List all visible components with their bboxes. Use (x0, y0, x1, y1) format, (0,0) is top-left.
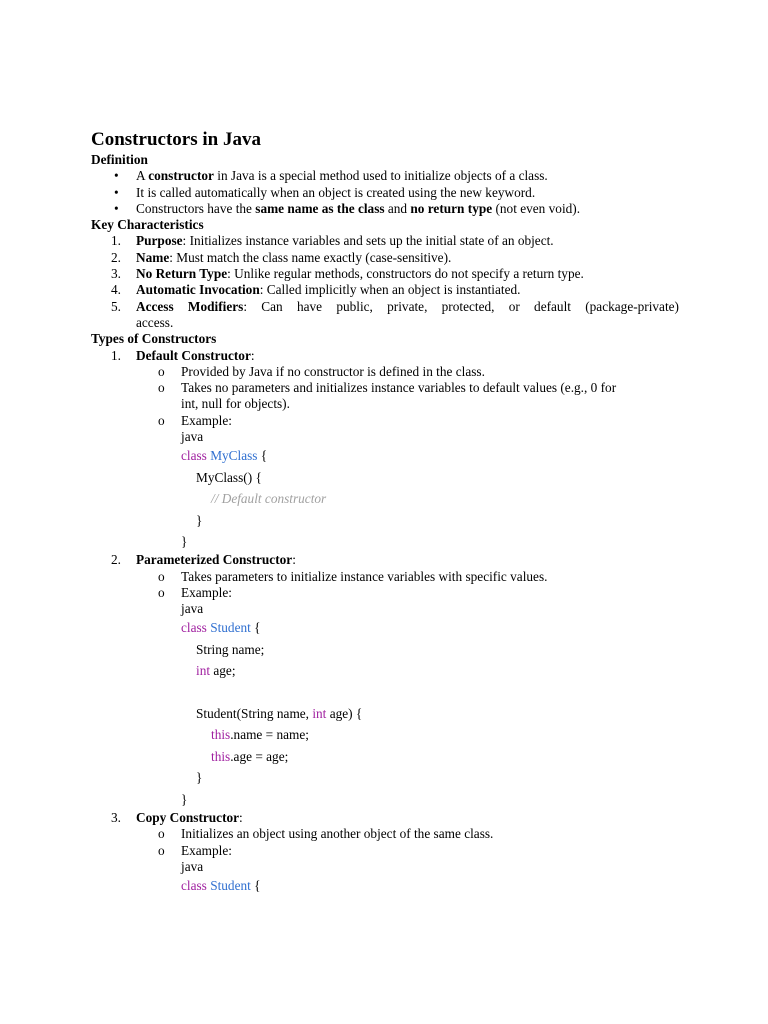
definition-list (91, 168, 679, 217)
text: Takes no parameters and initializes instance variables to default values (e.g., 0 for (181, 380, 617, 396)
code-keyword: this (211, 748, 231, 764)
justified-line (136, 299, 679, 315)
text: : (239, 810, 243, 825)
text: Initializes an object using another object of the same class. (181, 826, 494, 842)
circle-bullet-icon: o (158, 363, 165, 379)
types-heading: Types of Constructors (91, 331, 217, 347)
list-number: 4. (111, 282, 121, 298)
sub-item (136, 826, 679, 842)
text: in Java is a special method used to initialize objects of a class. (213, 168, 548, 184)
list-item-parameterized-constructor (91, 552, 679, 568)
code-text: { (250, 620, 261, 636)
code-block (136, 859, 679, 897)
code-line: } (196, 512, 203, 528)
text: access. (136, 314, 174, 330)
list-number: 3. (111, 810, 121, 825)
bold-text: Purpose (136, 233, 183, 249)
text: and (384, 200, 411, 216)
bold-text: no return type (410, 200, 493, 216)
circle-bullet-icon: o (158, 568, 165, 584)
code-line (181, 875, 679, 896)
code-line: String name; (196, 641, 265, 657)
code-line: MyClass() { (196, 469, 262, 485)
circle-bullet-icon: o (158, 842, 165, 858)
bold-text: Parameterized Constructor (136, 552, 293, 568)
code-text: Student(String name, (196, 706, 313, 722)
code-text: .age = age; (230, 748, 289, 764)
sub-item (136, 585, 679, 601)
text: Example: (181, 842, 232, 858)
text: Takes parameters to initialize instance variables with specific values. (181, 568, 548, 584)
text: (not even void). (492, 200, 581, 216)
code-line: } (181, 791, 188, 807)
list-number: 5. (111, 298, 121, 314)
code-language-label: java (181, 429, 204, 445)
bold-text: constructor (148, 168, 214, 184)
list-item (91, 185, 679, 201)
code-line: } (196, 770, 203, 786)
code-line (181, 488, 679, 509)
list-item (91, 168, 679, 184)
circle-bullet-icon: o (158, 584, 165, 600)
text: It is called automatically when an object is created using the new keyword. (136, 184, 536, 200)
bold-text: Automatic Invocation (136, 282, 260, 298)
code-language-label: java (181, 601, 204, 617)
code-comment: // Default constructor (211, 491, 327, 507)
list-item (91, 233, 679, 249)
code-line (181, 617, 679, 638)
bold-text: Name (136, 249, 170, 265)
code-text: { (257, 448, 268, 464)
text: : Unlike regular methods, constructors do not specify a return type. (227, 266, 584, 282)
code-text: age; (210, 663, 236, 679)
sub-item (136, 843, 679, 859)
page-title: Constructors in Java (91, 129, 261, 150)
text: int, null for objects). (181, 396, 290, 412)
list-number: 2. (111, 552, 121, 568)
sub-item (136, 569, 679, 585)
text: : Can have public, private, protected, or default (package-private) (243, 298, 679, 314)
text: A (136, 168, 149, 184)
circle-bullet-icon: o (158, 826, 165, 842)
list-item-default-constructor (91, 348, 679, 364)
code-block (136, 429, 679, 552)
text: : (292, 552, 296, 568)
characteristics-heading: Key Characteristics (91, 217, 204, 233)
code-line (181, 703, 679, 724)
sub-item (136, 413, 679, 429)
text: Example: (181, 412, 232, 428)
bold-text: Copy Constructor (136, 810, 240, 825)
text: : Must match the class name exactly (case-sensitive). (169, 249, 452, 265)
characteristics-list (91, 233, 679, 331)
bullet-icon: • (114, 200, 119, 216)
code-line (181, 746, 679, 767)
code-keyword: int (312, 706, 327, 722)
list-item (91, 201, 679, 217)
bold-text: No Return Type (136, 266, 228, 282)
definition-heading: Definition (91, 152, 148, 167)
code-keyword: this (211, 727, 231, 743)
code-block (136, 601, 679, 810)
code-blank-line (181, 682, 679, 703)
bullet-icon: • (114, 184, 119, 200)
code-language-label: java (181, 858, 204, 874)
bold-text: same name as the class (255, 200, 385, 216)
list-item (91, 299, 679, 332)
sub-item (136, 364, 679, 380)
code-text: .name = name; (230, 727, 309, 743)
text: : (250, 347, 255, 363)
types-list (91, 348, 679, 897)
code-line: } (181, 533, 188, 549)
circle-bullet-icon: o (158, 380, 165, 396)
text: Constructors have the (136, 200, 256, 216)
code-keyword: class (181, 620, 207, 636)
code-line (181, 660, 679, 681)
document-page (91, 128, 679, 897)
bold-text: Default Constructor (136, 347, 251, 363)
sub-item (136, 380, 679, 413)
list-item (91, 282, 679, 298)
text: Provided by Java if no constructor is defined in the class. (181, 363, 485, 379)
code-keyword: class (181, 878, 207, 894)
bold-text: Access Modifiers (136, 298, 244, 314)
code-class-name: MyClass (210, 448, 258, 464)
text: : Called implicitly when an object is instantiated. (259, 282, 521, 298)
code-class-name: Student (210, 878, 251, 894)
circle-bullet-icon: o (158, 412, 165, 428)
list-number: 3. (111, 266, 121, 282)
code-keyword: class (181, 448, 207, 464)
text: Example: (181, 584, 232, 600)
list-number: 1. (111, 347, 121, 363)
code-class-name: Student (210, 620, 251, 636)
list-number: 1. (111, 233, 121, 249)
code-line (181, 724, 679, 745)
code-text: { (250, 878, 261, 894)
list-item-copy-constructor (91, 810, 679, 826)
bullet-icon: • (114, 168, 119, 184)
code-text: age) { (326, 706, 363, 722)
list-number: 2. (111, 249, 121, 265)
text: : Initializes instance variables and sets up the initial state of an object. (182, 233, 554, 249)
list-item (91, 250, 679, 266)
code-line (181, 445, 679, 466)
list-item (91, 266, 679, 282)
code-keyword: int (196, 663, 211, 679)
